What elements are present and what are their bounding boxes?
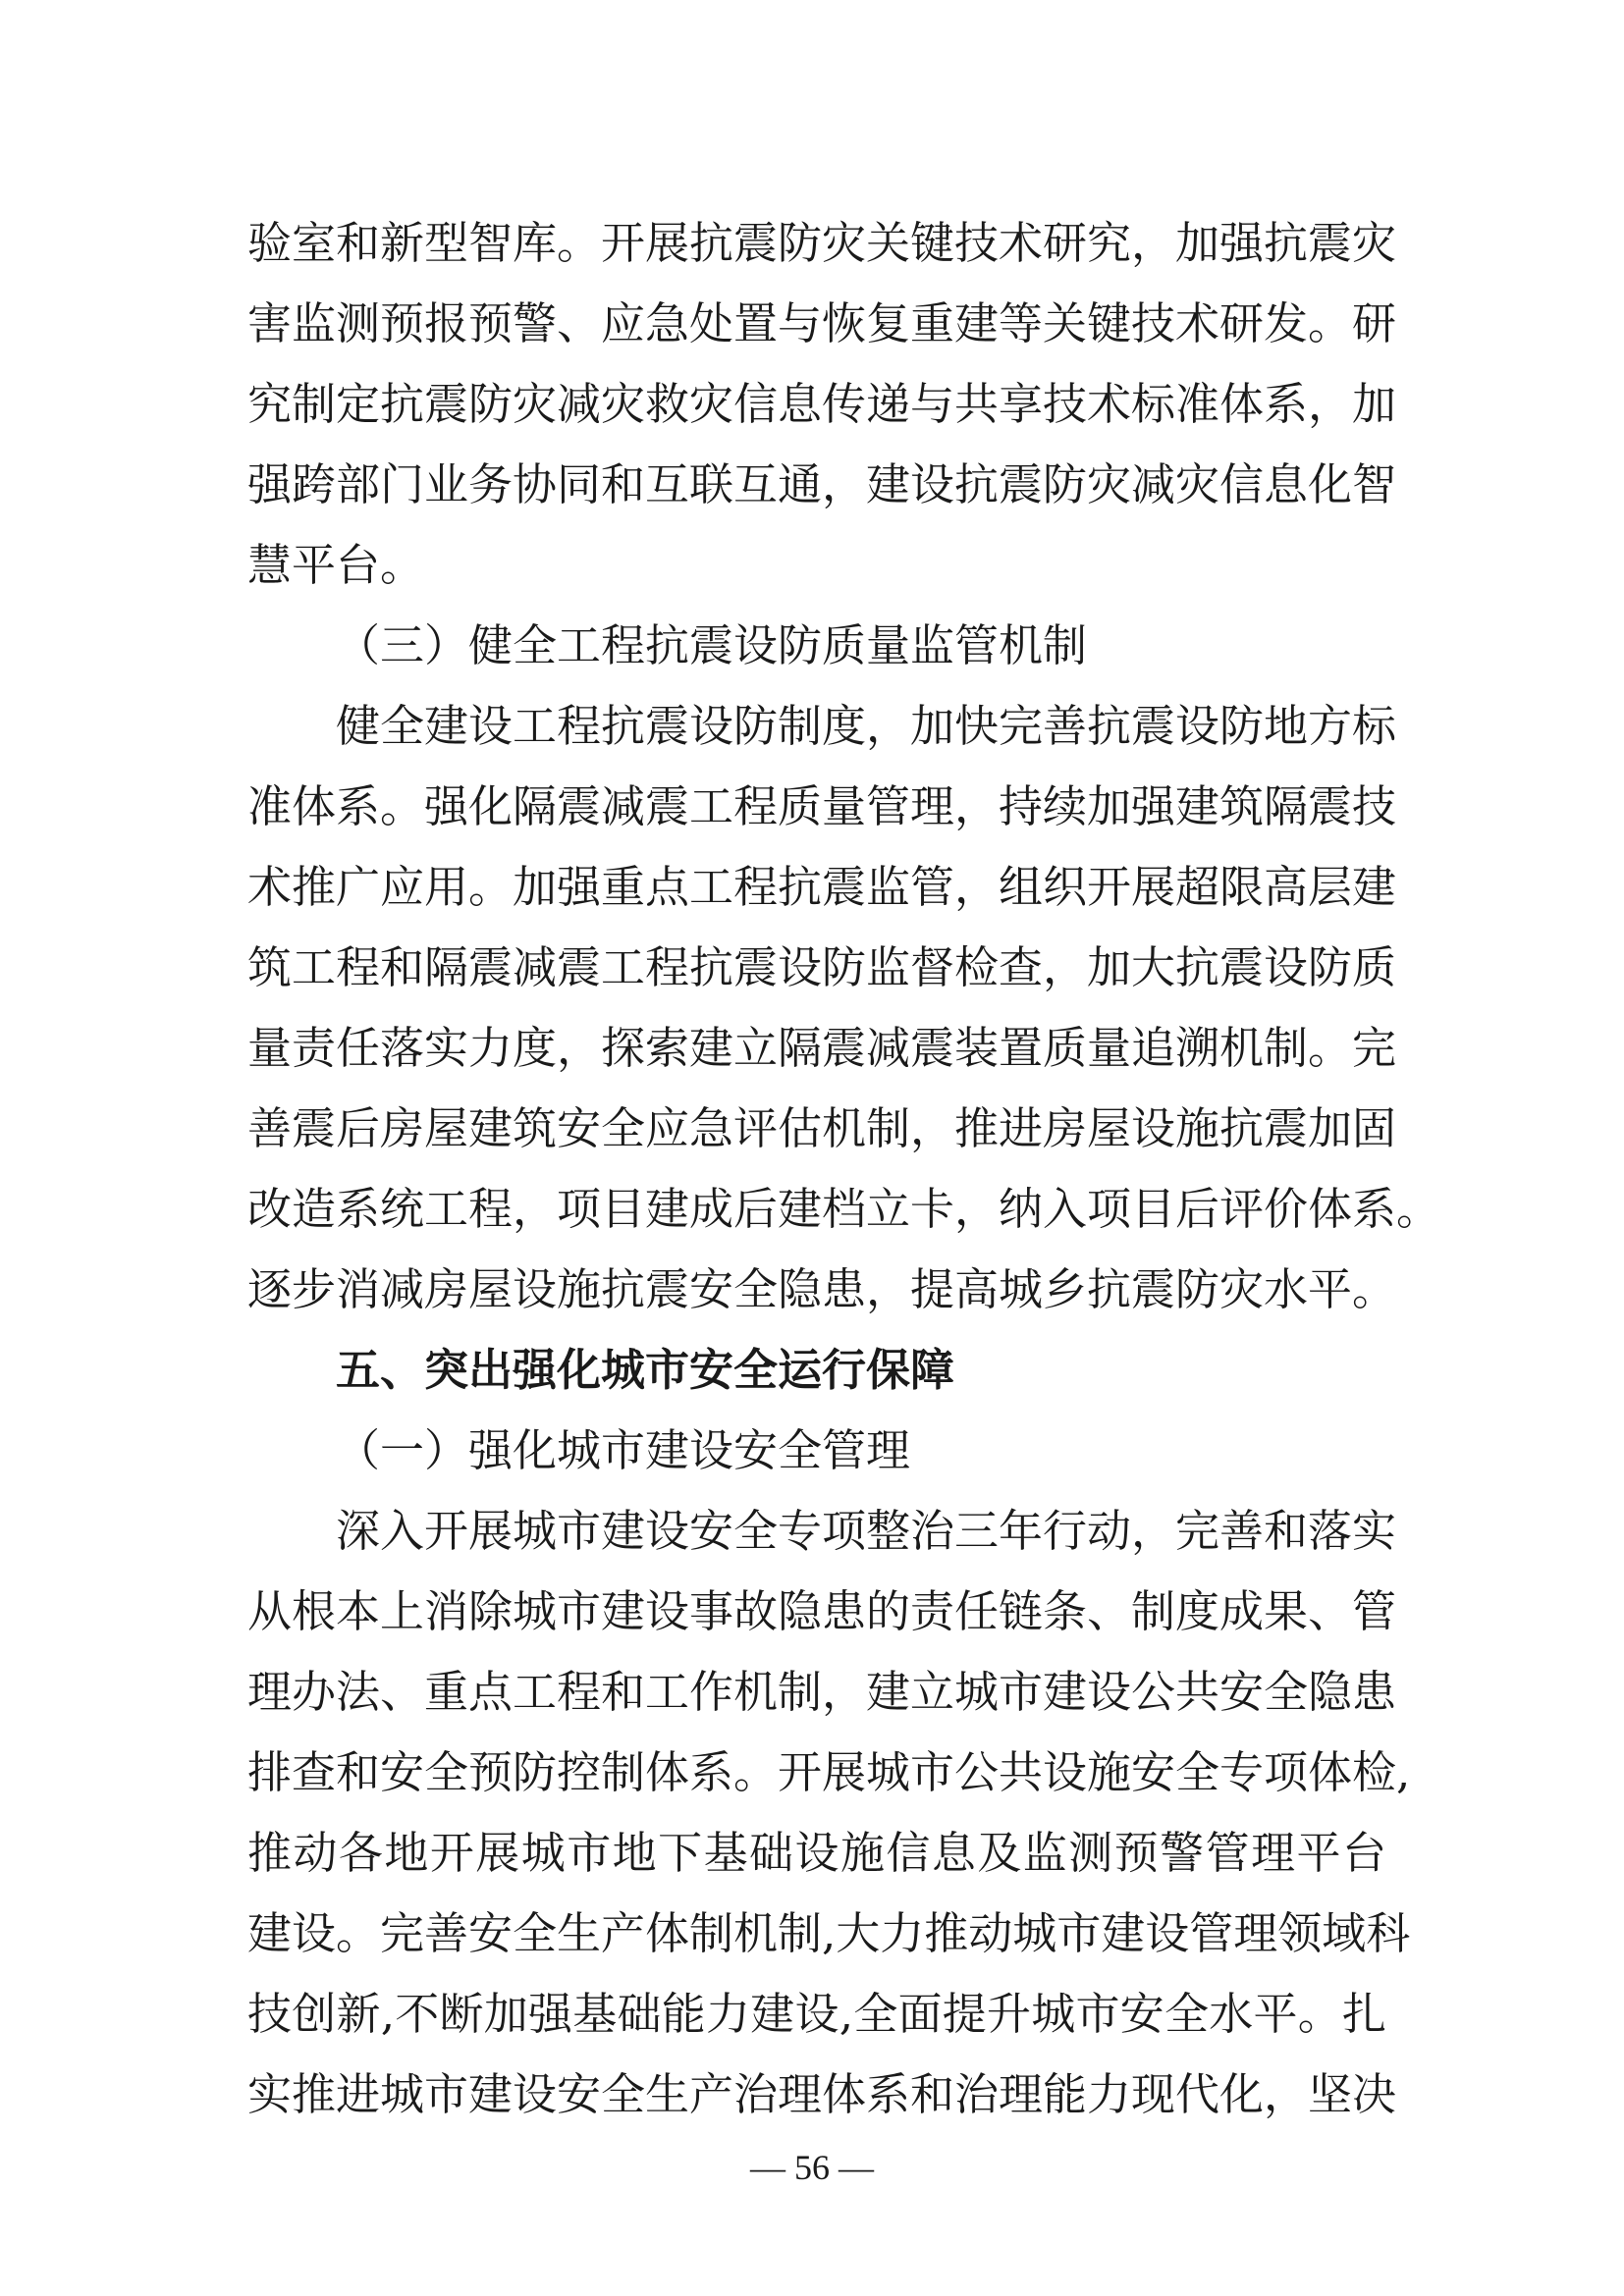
paragraph-line: 筑工程和隔震减震工程抗震设防监督检查，加大抗震设防质 (247, 941, 1397, 993)
paragraph-line: 逐步消减房屋设施抗震安全隐患，提高城乡抗震防灾水平。 (247, 1263, 1397, 1315)
section-heading: （三）健全工程抗震设防质量监管机制 (336, 619, 1088, 671)
paragraph-line: 推动各地开展城市地下基础设施信息及监测预警管理平台 (247, 1827, 1386, 1879)
paragraph-line: 慧平台。 (247, 539, 425, 591)
paragraph-line: 善震后房屋建筑安全应急评估机制，推进房屋设施抗震加固 (247, 1102, 1397, 1154)
paragraph-line: 建设。完善安全生产体制机制,大力推动城市建设管理领域科 (247, 1907, 1411, 1959)
section-heading: （一）强化城市建设安全管理 (336, 1424, 911, 1476)
paragraph-line: 技创新,不断加强基础能力建设,全面提升城市安全水平。扎 (247, 1988, 1386, 2040)
chapter-heading: 五、突出强化城市安全运行保障 (336, 1344, 955, 1396)
paragraph-line: 术推广应用。加强重点工程抗震监管，组织开展超限高层建 (247, 861, 1397, 913)
paragraph-line: 改造系统工程，项目建成后建档立卡，纳入项目后评价体系。 (247, 1183, 1441, 1235)
paragraph-line: 理办法、重点工程和工作机制，建立城市建设公共安全隐患 (247, 1666, 1397, 1718)
paragraph-line: 量责任落实力度，探索建立隔震减震装置质量追溯机制。完 (247, 1022, 1397, 1074)
paragraph-line: 害监测预报预警、应急处置与恢复重建等关键技术研发。研 (247, 297, 1397, 349)
paragraph-line: 究制定抗震防灾减灾救灾信息传递与共享技术标准体系，加 (247, 378, 1397, 430)
paragraph-line: 准体系。强化隔震减震工程质量管理，持续加强建筑隔震技 (247, 780, 1397, 832)
paragraph-line: 从根本上消除城市建设事故隐患的责任链条、制度成果、管 (247, 1585, 1397, 1637)
page-number: — 56 — (750, 2148, 874, 2187)
paragraph-line: 验室和新型智库。开展抗震防灾关键技术研究，加强抗震灾 (247, 217, 1397, 269)
paragraph-line: 深入开展城市建设安全专项整治三年行动，完善和落实 (336, 1505, 1397, 1557)
paragraph-line: 健全建设工程抗震设防制度，加快完善抗震设防地方标 (336, 700, 1397, 752)
paragraph-line: 实推进城市建设安全生产治理体系和治理能力现代化，坚决 (247, 2068, 1397, 2120)
paragraph-line: 排查和安全预防控制体系。开展城市公共设施安全专项体检, (247, 1746, 1411, 1798)
paragraph-line: 强跨部门业务协同和互联互通，建设抗震防灾减灾信息化智 (247, 458, 1397, 510)
